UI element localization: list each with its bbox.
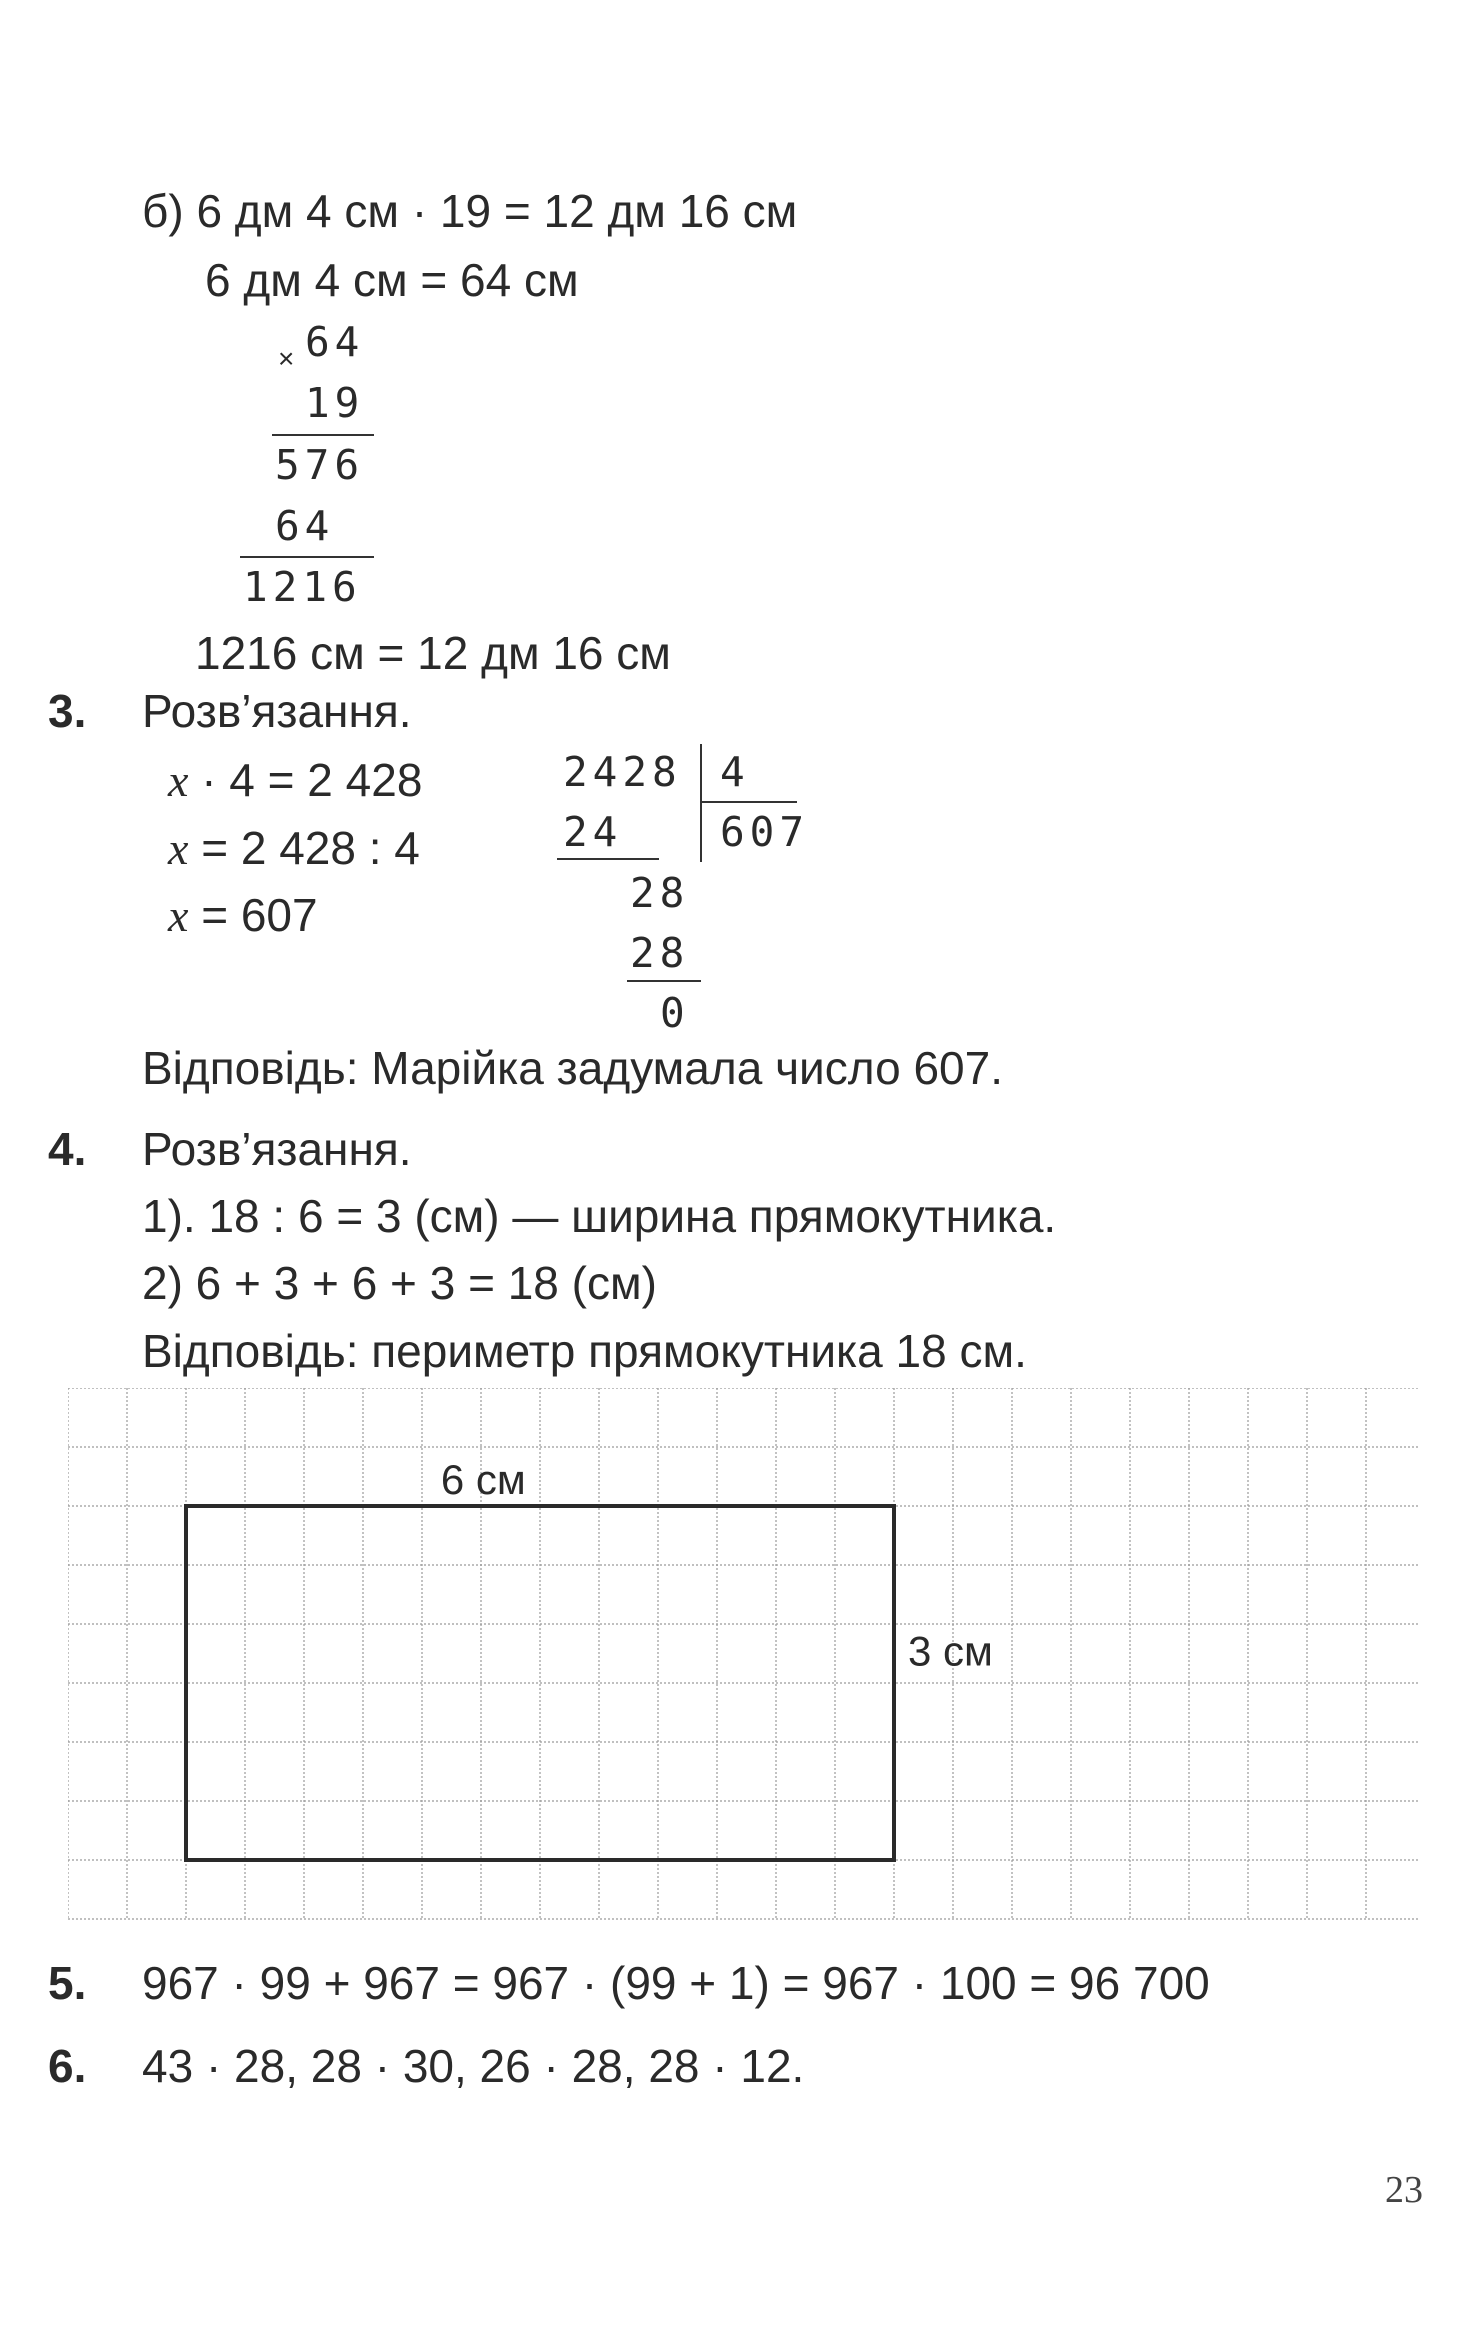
equation-line-1: x · 4 = 2 428 (168, 754, 423, 806)
division-rule-2 (627, 980, 701, 982)
rectangle-height-label: 3 см (908, 1627, 993, 1675)
task-6-number: 6. (48, 2040, 87, 2092)
grid-lines (68, 1388, 1418, 1919)
multiplier: 19 (305, 379, 365, 427)
task-b-equation: б) 6 дм 4 см · 19 = 12 дм 16 см (142, 185, 798, 237)
task-5-text: 967 · 99 + 967 = 967 · (99 + 1) = 967 · 100 = 96 700 (142, 1957, 1210, 2009)
dividend: 2428 (563, 748, 682, 796)
task-b-answer: 1216 см = 12 дм 16 см (195, 627, 671, 679)
mult-result: 1216 (243, 563, 362, 611)
subtrahend-2: 28 (630, 929, 690, 977)
page-number: 23 (1385, 2169, 1423, 2211)
mult-rule-1 (272, 434, 374, 436)
division-bar (700, 744, 702, 862)
partial-dividend: 28 (630, 869, 690, 917)
task-b-conversion: 6 дм 4 см = 64 см (205, 254, 579, 306)
task-4-step-2: 2) 6 + 3 + 6 + 3 = 18 (см) (142, 1257, 657, 1309)
multiply-sign: × (278, 343, 295, 374)
divisor-rule (702, 801, 797, 803)
task-3-answer: Відповідь: Марійка задумала число 607. (142, 1042, 1003, 1094)
quotient: 607 (720, 808, 810, 856)
task-5-number: 5. (48, 1957, 87, 2009)
task-3-heading: Розв’язання. (142, 685, 412, 737)
task-4-step-1: 1). 18 : 6 = 3 (см) — ширина прямокутника. (142, 1190, 1057, 1242)
division-rule-1 (557, 858, 659, 860)
task-4-number: 4. (48, 1123, 87, 1175)
partial-product-1: 576 (275, 441, 365, 489)
partial-product-2: 64 (275, 502, 335, 550)
task-4-answer: Відповідь: периметр прямокутника 18 см. (142, 1325, 1027, 1377)
rectangle-width-label: 6 см (440, 1456, 526, 1503)
divisor: 4 (720, 748, 750, 796)
remainder: 0 (660, 989, 690, 1037)
task-3-number: 3. (48, 685, 87, 737)
equation-line-3: x = 607 (168, 889, 318, 941)
task-4-heading: Розв’язання. (142, 1123, 412, 1175)
multiplicand: 64 (305, 318, 365, 366)
task-6-text: 43 · 28, 28 · 30, 26 · 28, 28 · 12. (142, 2040, 805, 2092)
mult-rule-2 (240, 556, 374, 558)
graph-paper-figure (68, 1388, 1418, 1923)
equation-line-2: x = 2 428 : 4 (168, 822, 420, 874)
subtrahend-1: 24 (563, 808, 623, 856)
